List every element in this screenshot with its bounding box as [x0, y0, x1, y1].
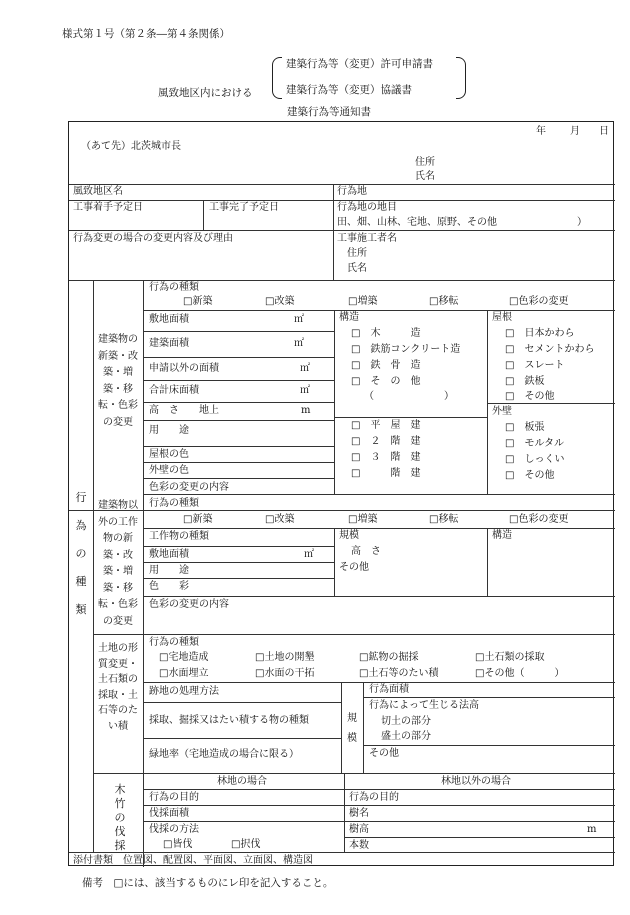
floor-two[interactable]: □ ２ 階 建: [351, 436, 421, 447]
total-floor-unit: ㎡: [300, 385, 310, 396]
title-option-consult: 建築行為等（変更）協議書: [286, 84, 412, 96]
structure-type-color[interactable]: □色彩の変更: [509, 514, 569, 525]
land-type-clearing[interactable]: □土地の開墾: [255, 652, 315, 663]
title-option-permit: 建築行為等（変更）許可申請書: [286, 58, 433, 70]
total-floor-label: 合計床面積: [149, 385, 199, 396]
structure-section-label: 建築物以外の工作物の新築・改築・増築・移転・色彩の変更: [98, 500, 138, 627]
roof-slate[interactable]: □ スレート: [505, 360, 565, 371]
structure-structure-label: 構造: [492, 530, 512, 541]
start-date-label: 工事着手予定日: [73, 202, 143, 213]
district-label: 風致地区名: [73, 186, 123, 197]
excavation-kind-label: 採取、掘採又はたい積する物の種類: [149, 715, 309, 726]
structure-use-label: 用 途: [149, 565, 189, 576]
structure-site-area-label: 敷地面積: [149, 549, 189, 560]
site-area-label: 敷地面積: [149, 314, 189, 325]
land-type-mining[interactable]: □鉱物の掘採: [359, 652, 419, 663]
land-type-drain[interactable]: □水面の干拓: [255, 668, 315, 679]
structure-scale-label: 規模: [339, 530, 359, 541]
structure-heading: 構造: [339, 312, 359, 323]
applicant-name-label: 氏名: [415, 171, 435, 182]
land-type-pile[interactable]: □土石等のたい積: [359, 668, 439, 679]
other-area-unit: ㎡: [300, 363, 310, 374]
title-notification: 建築行為等通知書: [287, 106, 371, 118]
contractor-address-label: 住所: [347, 248, 367, 259]
roof-japanese-tile[interactable]: □ 日本かわら: [505, 328, 575, 339]
wall-color-label: 外壁の色: [149, 465, 189, 476]
addressee: （あて先）北茨城市長: [81, 141, 181, 152]
other-area-label: 申請以外の面積: [149, 363, 219, 374]
timber-purpose-label: 行為の目的: [149, 792, 199, 803]
building-type-color[interactable]: □色彩の変更: [509, 296, 569, 307]
roof-other[interactable]: □ その他: [505, 391, 555, 402]
scale-label-top: 規: [347, 713, 357, 724]
timber-section-label: 木 竹 の 伐 採: [114, 783, 126, 852]
structure-other-label: その他: [339, 562, 369, 573]
building-area-label: 建築面積: [149, 338, 189, 349]
structure-color-label: 色 彩: [149, 581, 189, 592]
structure-steel[interactable]: □ 鉄 骨 造: [351, 360, 421, 371]
location-label: 行為地: [337, 186, 367, 197]
color-change-label: 色彩の変更の内容: [149, 482, 229, 493]
use-label: 用 途: [149, 425, 189, 436]
wall-other[interactable]: □ その他: [505, 470, 555, 481]
contractor-name-label: 氏名: [347, 263, 367, 274]
height-label: 高 さ 地上: [149, 405, 219, 416]
left-brace: [272, 57, 282, 99]
height-unit: m: [301, 405, 311, 416]
change-reason-label: 行為変更の場合の変更内容及び理由: [73, 233, 233, 244]
applicant-address-label: 住所: [415, 157, 435, 168]
structure-wood[interactable]: □ 木 造: [351, 328, 421, 339]
wall-heading: 外壁: [492, 406, 512, 417]
form-number: 様式第１号（第２条―第４条関係）: [62, 28, 230, 40]
structure-type-extend[interactable]: □増築: [348, 514, 378, 525]
month-label: 月: [570, 126, 580, 137]
timber-method-selective[interactable]: □択伐: [231, 839, 261, 850]
building-type-extend[interactable]: □増築: [348, 296, 378, 307]
roof-heading: 屋根: [492, 312, 512, 323]
structure-other-detail: （ ）: [364, 391, 454, 402]
green-ratio-label: 緑地率（宅地造成の場合に限る）: [149, 749, 299, 760]
floor-other[interactable]: □ 階 建: [351, 468, 421, 479]
land-type-heading: 行為の種類: [149, 637, 199, 648]
timber-method-label: 伐採の方法: [149, 824, 199, 835]
land-type-other[interactable]: □その他（ ）: [475, 668, 565, 679]
land-type-reclaim[interactable]: □水面埋立: [159, 668, 209, 679]
wall-plaster[interactable]: □ しっくい: [505, 454, 565, 465]
application-form: [68, 121, 614, 866]
fill-label: 盛土の部分: [381, 731, 431, 742]
kind-label: 行 為 の 種 類: [75, 491, 87, 616]
site-area-unit: ㎡: [294, 314, 304, 325]
nonforest-heading: 林地以外の場合: [441, 776, 511, 787]
building-type-heading: 行為の種類: [149, 282, 199, 293]
land-other-label: その他: [369, 748, 399, 759]
roof-color-label: 屋根の色: [149, 449, 189, 460]
tree-height-label: 樹高: [349, 824, 369, 835]
structure-color-change-label: 色彩の変更の内容: [149, 599, 229, 610]
structure-rc[interactable]: □ 鉄筋コンクリート造: [351, 344, 461, 355]
roof-iron-plate[interactable]: □ 鉄板: [505, 376, 545, 387]
land-section-label: 土地の形質変更・土石類の採取・土石等のたい積: [98, 643, 138, 732]
structure-type-new[interactable]: □新築: [183, 514, 213, 525]
attachments: 添付書類 位置図、配置図、平面図、立面図、構造図: [73, 855, 313, 866]
structure-height-label: 高 さ: [351, 546, 381, 557]
wall-board[interactable]: □ 板張: [505, 422, 545, 433]
tree-name-label: 樹名: [349, 808, 369, 819]
building-section-label: 建築物の新築・改築・増築・移転・色彩の変更: [98, 334, 138, 428]
timber-area-label: 伐採面積: [149, 808, 189, 819]
tree-height-unit: m: [587, 824, 597, 835]
title-prefix: 風致地区内における: [158, 87, 253, 99]
cut-label: 切土の部分: [381, 716, 431, 727]
day-label: 日: [599, 126, 609, 137]
structure-type-rebuild[interactable]: □改築: [265, 514, 295, 525]
building-type-rebuild[interactable]: □改築: [265, 296, 295, 307]
forest-heading: 林地の場合: [217, 776, 267, 787]
nonforest-purpose-label: 行為の目的: [349, 792, 399, 803]
building-type-move[interactable]: □移転: [429, 296, 459, 307]
land-type-residential[interactable]: □宅地造成: [159, 652, 209, 663]
act-area-label: 行為面積: [369, 684, 409, 695]
building-type-new[interactable]: □新築: [183, 296, 213, 307]
remarks: 備考 □には、該当するものにレ印を記入すること。: [82, 877, 334, 889]
land-category-label: 行為地の地目: [337, 202, 397, 213]
structure-kind-label: 工作物の種類: [149, 531, 209, 542]
end-date-label: 工事完了予定日: [209, 202, 279, 213]
roof-cement-tile[interactable]: □ セメントかわら: [505, 344, 595, 355]
floor-single[interactable]: □ 平 屋 建: [351, 420, 421, 431]
tree-count-label: 本数: [349, 840, 369, 851]
right-brace: [456, 57, 466, 99]
building-area-unit: ㎡: [294, 338, 304, 349]
land-type-quarry[interactable]: □土石類の採取: [475, 652, 545, 663]
structure-type-move[interactable]: □移転: [429, 514, 459, 525]
timber-method-clearcut[interactable]: □皆伐: [163, 839, 193, 850]
scale-label-bottom: 模: [347, 733, 357, 744]
year-label: 年: [536, 126, 546, 137]
floor-three[interactable]: □ ３ 階 建: [351, 452, 421, 463]
contractor-label: 工事施工者名: [337, 233, 397, 244]
structure-site-area-unit: ㎡: [304, 549, 314, 560]
structure-other[interactable]: □ そ の 他: [351, 376, 421, 387]
wall-mortar[interactable]: □ モルタル: [505, 438, 565, 449]
land-category-options: 田、畑、山林、宅地、原野、その他 ）: [337, 217, 587, 228]
trace-method-label: 跡地の処理方法: [149, 686, 219, 697]
structure-type-heading: 行為の種類: [149, 498, 199, 509]
slope-height-label: 行為によって生じる法高: [369, 700, 479, 711]
